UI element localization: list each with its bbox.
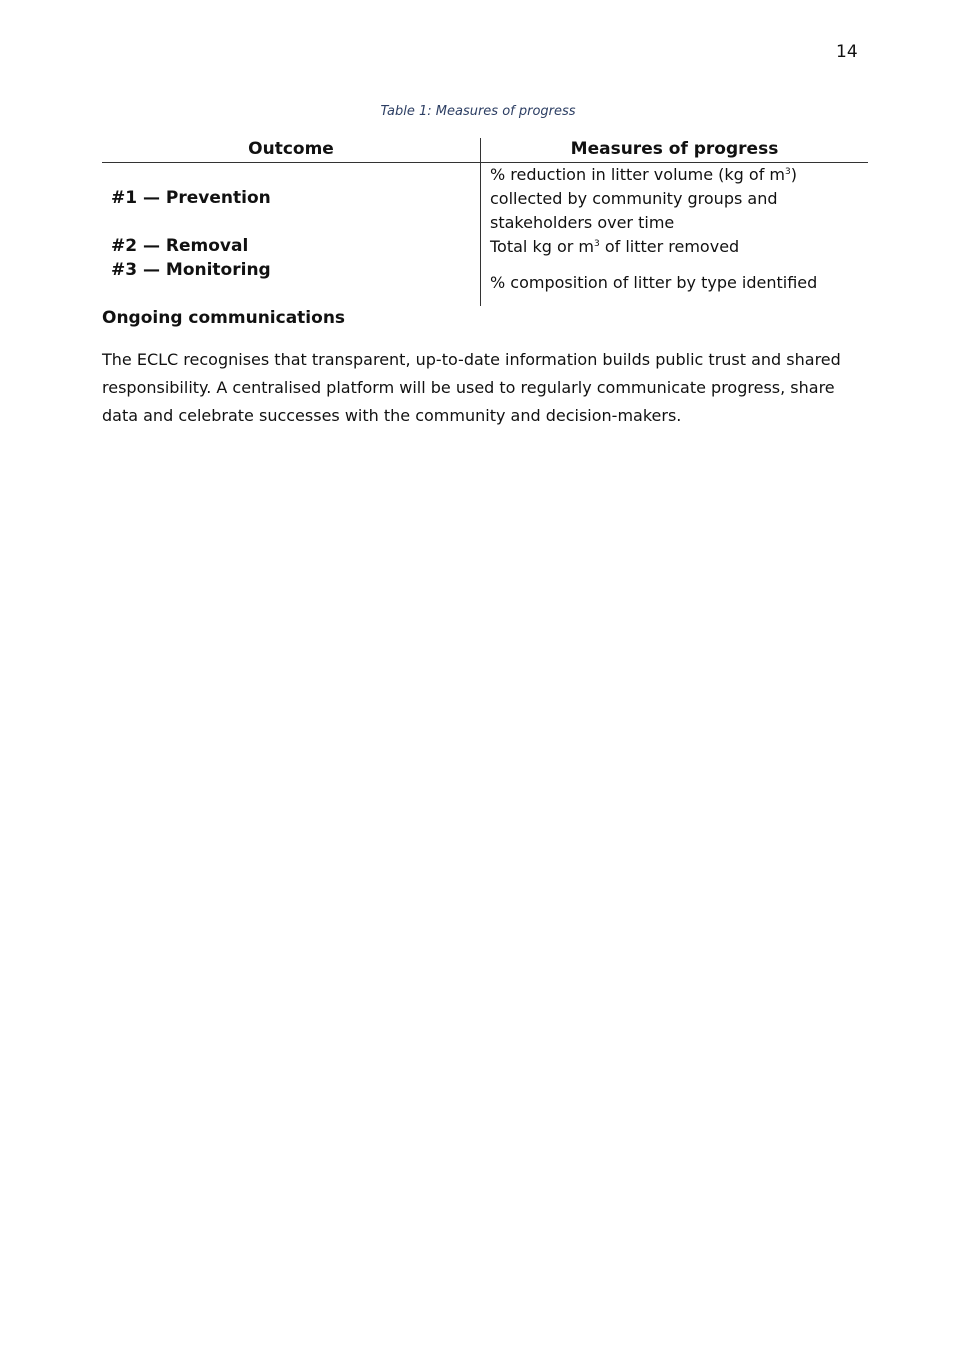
outcome-removal: #2 — Removal [111,236,249,256]
measure-prevention: % reduction in litter volume (kg of $m^3$) collected by community groups and stakeholders over time [490,165,797,232]
header-outcome: Outcome [248,139,334,159]
column-divider [480,138,481,306]
measure-removal: Total kg or $m^3$ of litter removed [490,237,740,256]
measures-table [102,138,868,306]
header-measures-of-progress: Measures of progress [570,139,779,159]
section-heading: Ongoing communications [102,308,346,328]
table-caption: Table 1: Measures of progress [380,104,576,119]
outcome-prevention: #1 — Prevention [111,188,271,208]
page-number: 14 [836,42,858,62]
body-paragraph: The ECLC recognises that transparent, up-to-date information builds public trust and shared responsibility. A centralised platform will be used to regularly communicate progress, share data and celebrate successes with the community and decision-makers. [102,350,841,425]
outcome-monitoring: #3 — Monitoring [111,260,271,280]
measure-monitoring: % composition of litter by type identified [490,273,818,292]
